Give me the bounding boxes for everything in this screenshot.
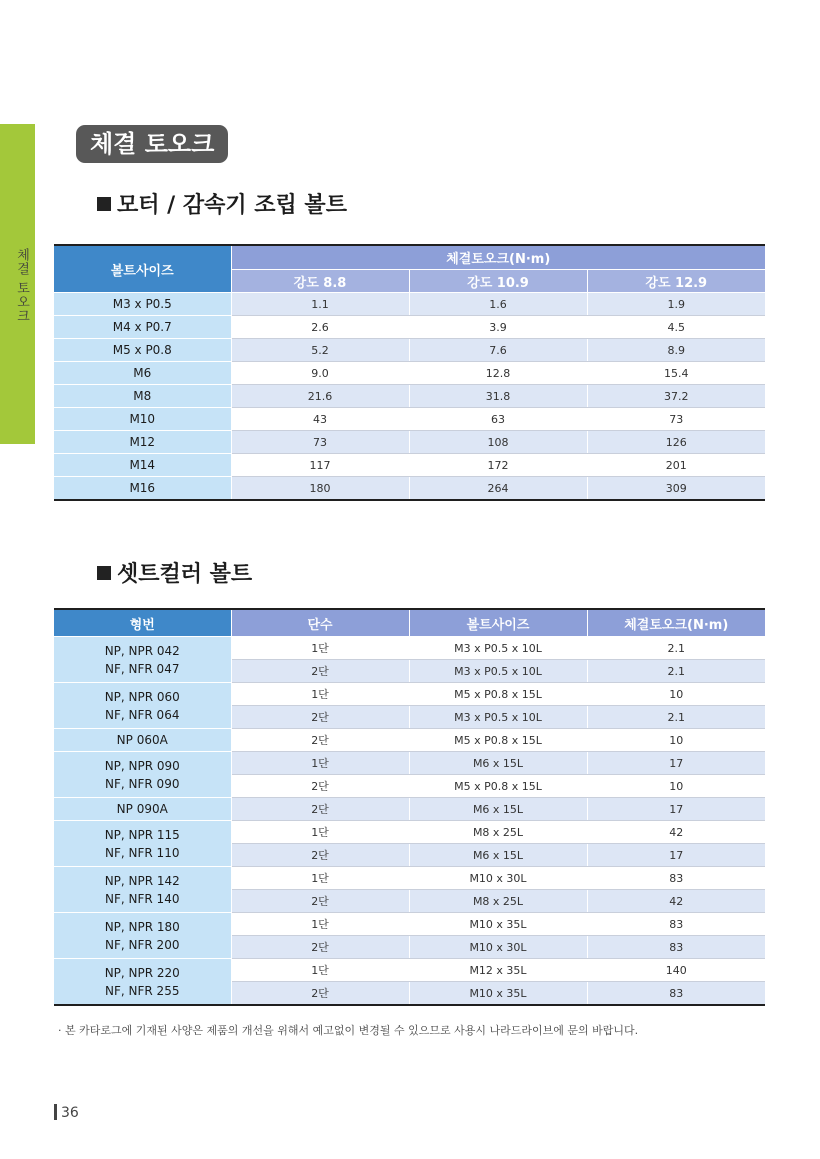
col-header-grade: 강도 12.9 [587, 270, 765, 293]
section1-heading [97, 188, 347, 219]
torque-cell: 2.1 [587, 660, 765, 683]
bolt-size-cell: M6 x 15L [409, 844, 587, 867]
torque-cell: 1.9 [587, 293, 765, 316]
torque-cell: 180 [231, 477, 409, 501]
model-cell [54, 752, 231, 798]
bolt-size-cell: M5 x P0.8 x 15L [409, 729, 587, 752]
torque-cell: 2.6 [231, 316, 409, 339]
stage-cell: 2단 [231, 706, 409, 729]
bolt-size-cell: M14 [54, 454, 231, 477]
col-header-grade: 강도 8.8 [231, 270, 409, 293]
bolt-size-cell: M6 [54, 362, 231, 385]
bolt-size-cell: M4 x P0.7 [54, 316, 231, 339]
torque-cell: 140 [587, 959, 765, 982]
bolt-size-cell: M12 [54, 431, 231, 454]
table-row [54, 752, 765, 775]
page-title: 체결 토오크 [76, 125, 228, 163]
model-line: NP 090A [116, 802, 168, 816]
bolt-size-cell: M3 x P0.5 x 10L [409, 660, 587, 683]
torque-cell: 2.1 [587, 637, 765, 660]
side-tab-label: 체결 토오크 [14, 248, 29, 324]
table-row [54, 913, 765, 936]
page-number [54, 1104, 79, 1121]
model-line: NP, NPR 115 [104, 827, 180, 842]
model-line: NF, NFR 255 [105, 983, 180, 998]
stage-cell: 2단 [231, 982, 409, 1006]
model-cell [54, 637, 231, 683]
table-row [54, 362, 765, 385]
torque-cell: 15.4 [587, 362, 765, 385]
col-header-bolt-size: 볼트사이즈 [54, 245, 231, 293]
torque-cell: 1.6 [409, 293, 587, 316]
table-row [54, 316, 765, 339]
bolt-size-cell: M10 x 30L [409, 867, 587, 890]
torque-cell: 17 [587, 752, 765, 775]
torque-cell: 17 [587, 844, 765, 867]
bolt-size-cell: M6 x 15L [409, 798, 587, 821]
col-header-model: 형번 [54, 609, 231, 637]
table-row [54, 477, 765, 501]
footnote: · 본 카타로그에 기재된 사양은 제품의 개선을 위해서 예고없이 변경될 수 있으므로 사용시 나라드라이브에 문의 바랍니다. [58, 1024, 639, 1037]
stage-cell: 1단 [231, 821, 409, 844]
torque-cell: 43 [231, 408, 409, 431]
torque-cell: 63 [409, 408, 587, 431]
model-cell [54, 913, 231, 959]
torque-cell: 10 [587, 775, 765, 798]
col-header-stage: 단수 [231, 609, 409, 637]
stage-cell: 2단 [231, 936, 409, 959]
section1-heading-text: 모터 / 감속기 조립 볼트 [117, 193, 347, 218]
torque-cell: 4.5 [587, 316, 765, 339]
bolt-size-cell: M16 [54, 477, 231, 501]
torque-cell: 1.1 [231, 293, 409, 316]
bolt-size-cell: M8 x 25L [409, 890, 587, 913]
stage-cell: 2단 [231, 798, 409, 821]
torque-cell: 21.6 [231, 385, 409, 408]
torque-cell: 7.6 [409, 339, 587, 362]
model-line: NP, NPR 042 [104, 643, 180, 658]
torque-cell: 37.2 [587, 385, 765, 408]
model-line: NP, NPR 090 [104, 758, 180, 773]
table-row [54, 385, 765, 408]
torque-cell: 73 [587, 408, 765, 431]
bolt-size-cell: M10 x 35L [409, 982, 587, 1006]
torque-cell: 83 [587, 936, 765, 959]
torque-cell: 17 [587, 798, 765, 821]
stage-cell: 1단 [231, 867, 409, 890]
col-header-torque: 체결토오크(N·m) [587, 609, 765, 637]
model-line: NP, NPR 142 [104, 873, 180, 888]
torque-cell: 10 [587, 683, 765, 706]
table-row [54, 293, 765, 316]
section2-heading [97, 557, 252, 588]
model-line: NP 060A [116, 733, 168, 747]
bolt-size-cell: M3 x P0.5 x 10L [409, 637, 587, 660]
table-row [54, 821, 765, 844]
model-cell [54, 683, 231, 729]
bolt-size-cell: M10 x 35L [409, 913, 587, 936]
stage-cell: 2단 [231, 660, 409, 683]
bolt-size-cell: M12 x 35L [409, 959, 587, 982]
bolt-size-cell: M10 [54, 408, 231, 431]
torque-cell: 264 [409, 477, 587, 501]
torque-cell: 108 [409, 431, 587, 454]
model-cell [54, 729, 231, 752]
table-row [54, 798, 765, 821]
torque-cell: 83 [587, 913, 765, 936]
table-row [54, 454, 765, 477]
stage-cell: 2단 [231, 775, 409, 798]
torque-cell: 309 [587, 477, 765, 501]
model-line: NF, NFR 064 [105, 707, 180, 722]
torque-cell: 126 [587, 431, 765, 454]
model-line: NP, NPR 180 [104, 919, 180, 934]
model-line: NF, NFR 110 [105, 845, 180, 860]
bolt-size-cell: M3 x P0.5 x 10L [409, 706, 587, 729]
stage-cell: 1단 [231, 683, 409, 706]
bolt-size-cell: M5 x P0.8 [54, 339, 231, 362]
model-line: NF, NFR 047 [105, 661, 180, 676]
torque-cell: 12.8 [409, 362, 587, 385]
stage-cell: 1단 [231, 959, 409, 982]
bolt-size-cell: M8 [54, 385, 231, 408]
col-header-bolt-size: 볼트사이즈 [409, 609, 587, 637]
model-cell [54, 959, 231, 1006]
stage-cell: 1단 [231, 637, 409, 660]
stage-cell: 2단 [231, 890, 409, 913]
table-row [54, 408, 765, 431]
bullet-square-icon [97, 566, 111, 580]
model-line: NF, NFR 090 [105, 776, 180, 791]
stage-cell: 2단 [231, 729, 409, 752]
bolt-size-cell: M3 x P0.5 [54, 293, 231, 316]
page-bar [54, 1104, 57, 1120]
col-header-torque: 체결토오크(N·m) [231, 245, 765, 270]
torque-cell: 201 [587, 454, 765, 477]
stage-cell: 2단 [231, 844, 409, 867]
bullet-square-icon [97, 197, 111, 211]
table-row [54, 867, 765, 890]
torque-cell: 5.2 [231, 339, 409, 362]
torque-cell: 9.0 [231, 362, 409, 385]
torque-cell: 117 [231, 454, 409, 477]
stage-cell: 1단 [231, 752, 409, 775]
table-row [54, 339, 765, 362]
model-cell [54, 821, 231, 867]
table-row [54, 959, 765, 982]
torque-cell: 83 [587, 982, 765, 1006]
set-collar-bolt-table [54, 608, 765, 1006]
torque-cell: 2.1 [587, 706, 765, 729]
table-row [54, 431, 765, 454]
table-row [54, 637, 765, 660]
model-line: NP, NPR 220 [104, 965, 180, 980]
torque-cell: 3.9 [409, 316, 587, 339]
model-line: NP, NPR 060 [104, 689, 180, 704]
section2-heading-text: 셋트컬러 볼트 [117, 562, 253, 587]
bolt-size-cell: M8 x 25L [409, 821, 587, 844]
torque-cell: 42 [587, 821, 765, 844]
motor-bolt-torque-table [54, 244, 765, 501]
bolt-size-cell: M10 x 30L [409, 936, 587, 959]
bolt-size-cell: M6 x 15L [409, 752, 587, 775]
model-line: NF, NFR 200 [105, 937, 180, 952]
bolt-size-cell: M5 x P0.8 x 15L [409, 775, 587, 798]
torque-cell: 10 [587, 729, 765, 752]
col-header-grade: 강도 10.9 [409, 270, 587, 293]
torque-cell: 83 [587, 867, 765, 890]
torque-cell: 73 [231, 431, 409, 454]
table-row [54, 729, 765, 752]
torque-cell: 31.8 [409, 385, 587, 408]
stage-cell: 1단 [231, 913, 409, 936]
model-cell [54, 867, 231, 913]
model-line: NF, NFR 140 [105, 891, 180, 906]
torque-cell: 172 [409, 454, 587, 477]
page-number-text: 36 [61, 1105, 79, 1121]
model-cell [54, 798, 231, 821]
torque-cell: 42 [587, 890, 765, 913]
bolt-size-cell: M5 x P0.8 x 15L [409, 683, 587, 706]
table-row [54, 683, 765, 706]
torque-cell: 8.9 [587, 339, 765, 362]
